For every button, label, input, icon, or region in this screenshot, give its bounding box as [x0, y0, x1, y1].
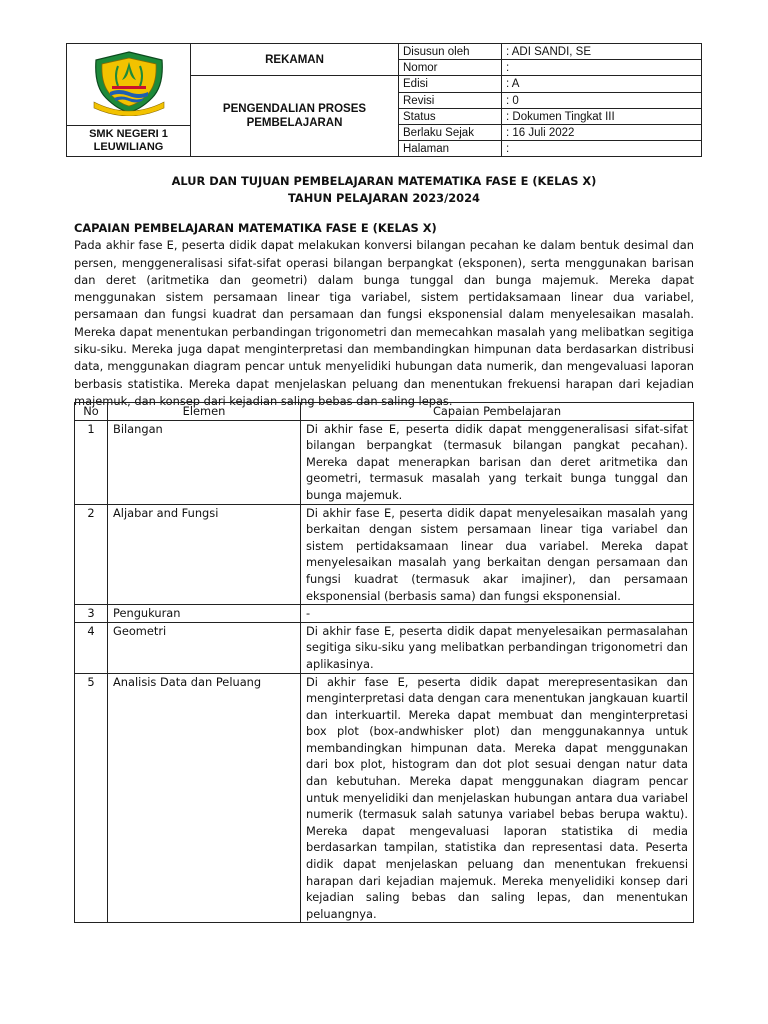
table-row: [75, 622, 694, 673]
field-value: : 16 Juli 2022: [502, 125, 702, 141]
field-label: Berlaku Sejak: [399, 125, 502, 141]
row-outcome: Di akhir fase E, peserta didik dapat menyelesaikan masalah yang berkaitan dengan sistem persamaan linear tiga variabel dan sistem pertidaksamaan linear dua variabel. Mereka dapat menyelesaikan masalah yang berkaitan dengan persamaan dan fungsi kuadrat (termasuk akar imajiner), dan persamaan eksponensial (berbasis sama) dan fungsi eksponensial.: [301, 504, 694, 605]
west-java-emblem-icon: [88, 50, 170, 116]
row-outcome: Di akhir fase E, peserta didik dapat menggeneralisasi sifat-sifat bilangan berpangkat (termasuk bilangan pangkat pecahan). Mereka dapat menerapkan barisan dan deret aritmetika dan geometri, termasuk masalah yang terkait bunga tunggal dan bunga majemuk.: [301, 420, 694, 504]
row-number: 3: [75, 605, 108, 623]
field-value: : A: [502, 76, 702, 93]
table-row: [75, 504, 694, 605]
document-title: [0, 173, 768, 207]
process-label: PENGENDALIAN PROSES PEMBELAJARAN: [191, 76, 399, 157]
row-element: Bilangan: [108, 420, 301, 504]
learning-outcome-section: [74, 220, 694, 410]
field-label: Edisi: [399, 76, 502, 93]
column-header: No: [75, 403, 108, 421]
field-value: :: [502, 60, 702, 76]
field-value: : 0: [502, 93, 702, 109]
field-label: Status: [399, 109, 502, 125]
table-row: [75, 420, 694, 504]
school-name: SMK NEGERI 1 LEUWILIANG: [67, 125, 190, 156]
table-header-row: [75, 403, 694, 421]
document-header: [66, 43, 702, 157]
field-label: Revisi: [399, 93, 502, 109]
row-number: 5: [75, 673, 108, 923]
row-element: Geometri: [108, 622, 301, 673]
row-outcome: Di akhir fase E, peserta didik dapat merepresentasikan dan menginterpretasi data dengan cara menentukan jangkauan kuartil dan interkuartil. Mereka dapat membuat dan menginterpretasi box plot (box-andwhisker plot) dan menggunakannya untuk membandingkan himpunan data. Mereka dapat menggunakan dari box plot, histogram dan dot plot sesuai dengan natur data dan kebutuhan. Mereka dapat menggunakan diagram pencar untuk menyelidiki dan menjelaskan hubungan antara dua variabel numerik (termasuk salah satunya variabel bebas berupa waktu). Mereka dapat mengevaluasi laporan statistika di media berdasarkan tampilan, statistika dan representasi data. Peserta didik dapat menjelaskan peluang dan menentukan frekuensi harapan dari kejadian majemuk. Mereka menyelidiki konsep dari kejadian saling bebas dan saling lepas, dan menentukan peluangnya.: [301, 673, 694, 923]
title-line: TAHUN PELAJARAN 2023/2024: [288, 191, 480, 205]
record-label: REKAMAN: [191, 44, 399, 76]
row-element: Aljabar and Fungsi: [108, 504, 301, 605]
row-outcome: Di akhir fase E, peserta didik dapat menyelesaikan permasalahan segitiga siku-siku yang melibatkan perbandingan trigonometri dan aplikasinya.: [301, 622, 694, 673]
section-heading: CAPAIAN PEMBELAJARAN MATEMATIKA FASE E (KELAS X): [74, 221, 437, 235]
column-header: Elemen: [108, 403, 301, 421]
outcome-table: [74, 402, 694, 923]
logo-cell: [67, 44, 191, 157]
column-header: Capaian Pembelajaran: [301, 403, 694, 421]
field-label: Halaman: [399, 141, 502, 157]
table-row: [75, 673, 694, 923]
row-outcome: -: [301, 605, 694, 623]
row-number: 2: [75, 504, 108, 605]
field-value: :: [502, 141, 702, 157]
field-value: : ADI SANDI, SE: [502, 44, 702, 60]
table-row: [75, 605, 694, 623]
row-number: 1: [75, 420, 108, 504]
row-number: 4: [75, 622, 108, 673]
field-label: Disusun oleh: [399, 44, 502, 60]
field-value: : Dokumen Tingkat III: [502, 109, 702, 125]
section-body: Pada akhir fase E, peserta didik dapat melakukan konversi bilangan pecahan ke dalam bentuk desimal dan persen, menggeneralisasi sifat-sifat operasi bilangan berpangkat (eksponen), serta menggunakan barisan dan deret (aritmetika dan geometri) dalam bunga tunggal dan bunga majemuk. Mereka dapat menggunakan sistem persamaan linear tiga variabel, sistem pertidaksamaan linear dua variabel, persamaan dan fungsi kuadrat dan persamaan dan fungsi eksponensial dalam menyelesaikan masalah. Mereka dapat menentukan perbandingan trigonometri dan memecahkan masalah yang melibatkan segitiga siku-siku. Mereka juga dapat menginterpretasi dan membandingkan himpunan data berdasarkan distribusi data, menggunakan diagram pencar untuk menyelidiki hubungan data numerik, dan mengevaluasi laporan berbasis statistika. Mereka dapat menjelaskan peluang dan menentukan frekuensi harapan dari kejadian majemuk, dan konsep dari kejadian saling bebas dan saling lepas.: [74, 238, 694, 408]
field-label: Nomor: [399, 60, 502, 76]
title-line: ALUR DAN TUJUAN PEMBELAJARAN MATEMATIKA FASE E (KELAS X): [171, 174, 597, 188]
row-element: Analisis Data dan Peluang: [108, 673, 301, 923]
row-element: Pengukuran: [108, 605, 301, 623]
